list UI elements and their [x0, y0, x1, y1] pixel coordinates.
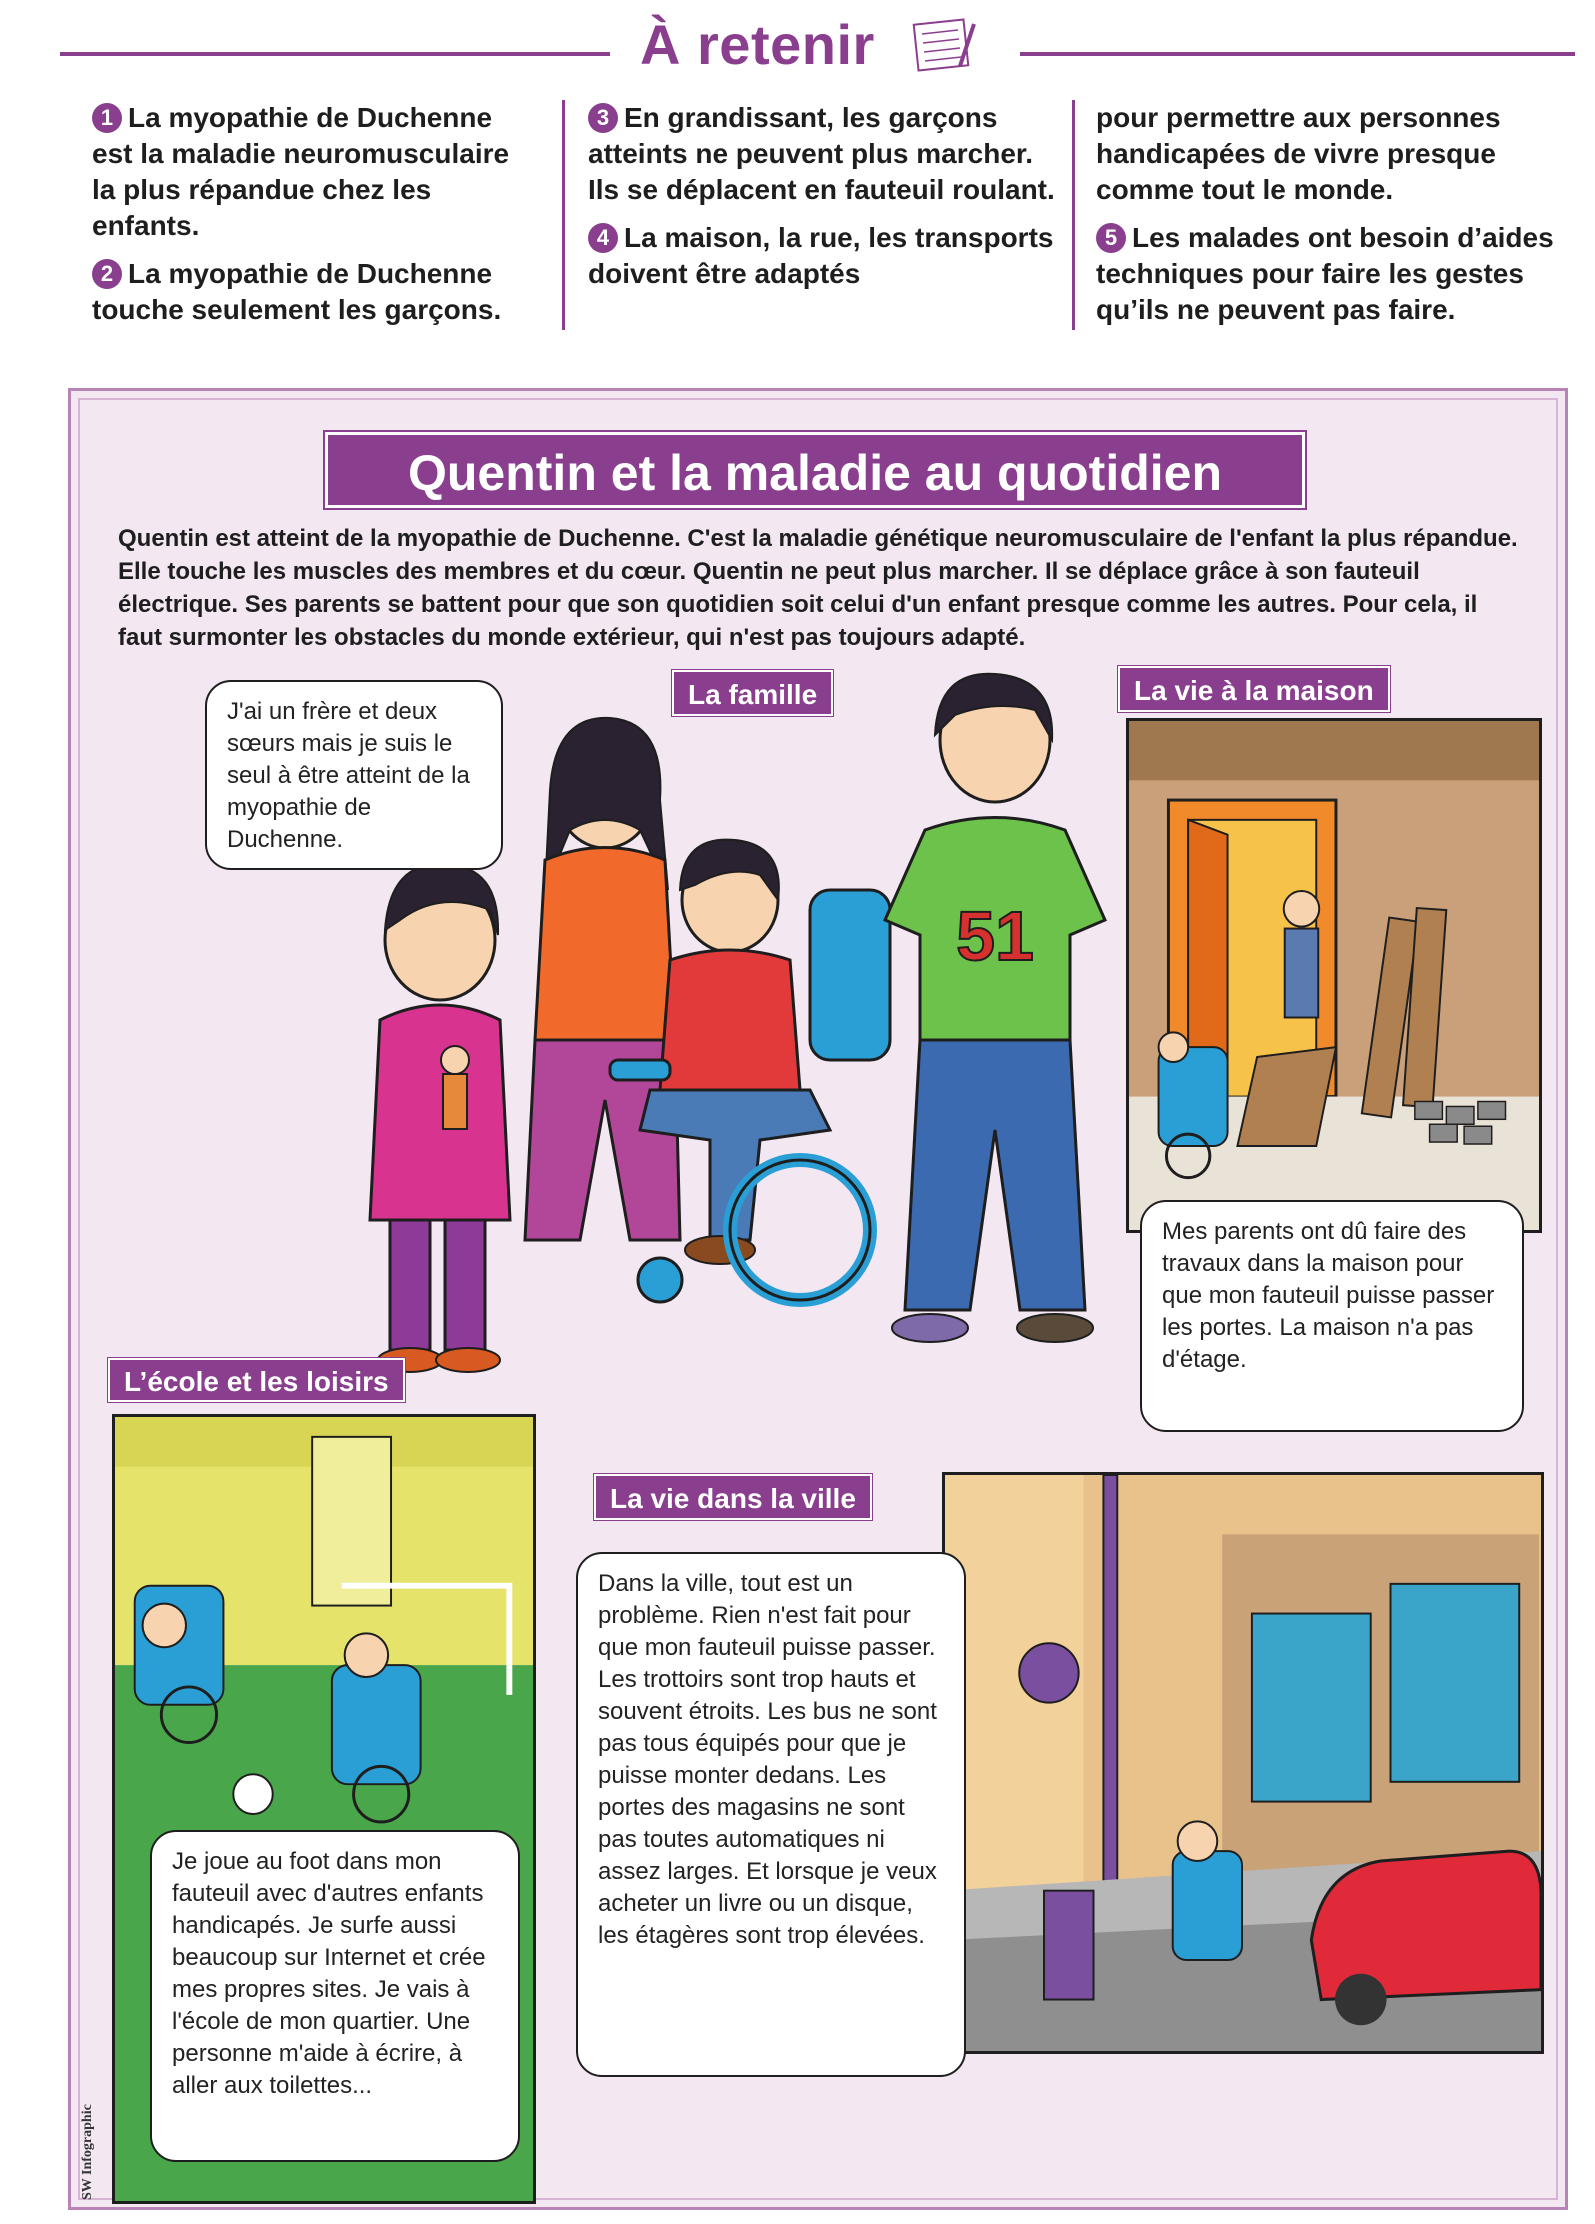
section-label-maison: La vie à la maison	[1118, 666, 1390, 712]
maison-illustration	[1126, 718, 1542, 1233]
retenir-item-1: 1 La myopathie de Duchenne est la maladie neuromusculaire la plus répandue chez les enfants.	[92, 102, 510, 241]
retenir-item-3: 3 En grandissant, les garçons atteints ne peuvent plus marcher. Ils se déplacent en fauteuil roulant.	[588, 102, 1055, 205]
speech-bubble-famille: J'ai un frère et deux sœurs mais je suis le seul à être atteint de la myopathie de Duchenne.	[205, 680, 503, 870]
column-separator	[562, 100, 565, 330]
jersey-number: 51	[956, 897, 1034, 975]
retenir-column-1	[92, 100, 532, 340]
header-title: À retenir	[640, 13, 875, 76]
section-label-ecole: L’école et les loisirs	[108, 1358, 405, 1402]
section-label-ville: La vie dans la ville	[594, 1474, 872, 1520]
intro-paragraph: Quentin est atteint de la myopathie de Duchenne. C'est la maladie génétique neuromusculaire de l'enfant la plus répandue. Elle touche les muscles des membres et du cœur. Quentin ne peut plus marcher. Il se déplace grâce à son fauteuil électrique. Ses parents se battent pour que son quotidien soit celui d'un enfant presque comme les autres. Pour cela, il faut surmonter les obstacles du monde extérieur, qui n'est pas toujours adapté.	[118, 525, 1518, 651]
credit-text: SW Infographic	[80, 2104, 95, 2200]
retenir-item-5: 5 Les malades ont besoin d’aides techniques pour faire les gestes qu’ils ne peuvent pas faire.	[1096, 222, 1554, 325]
infographic-title: Quentin et la maladie au quotidien	[325, 432, 1305, 508]
header-rule-left	[60, 52, 610, 56]
notepad-icon	[910, 16, 980, 76]
retenir-column-2	[588, 100, 1068, 304]
ville-illustration	[942, 1472, 1544, 2054]
header-rule-right	[1020, 52, 1575, 56]
speech-bubble-ecole: Je joue au foot dans mon fauteuil avec d'autres enfants handicapés. Je surfe aussi beaucoup sur Internet et crée mes propres sites. Je vais à l'école de mon quartier. Une personne m'aide à écrire, à aller aux toilettes...	[150, 1830, 520, 2162]
column-separator	[1072, 100, 1075, 330]
retenir-item-4: 4 La maison, la rue, les transports doivent être adaptés	[588, 222, 1054, 289]
retenir-column-3	[1096, 100, 1566, 340]
retenir-item-4-continued: pour permettre aux personnes handicapées de vivre presque comme tout le monde.	[1096, 102, 1501, 205]
speech-bubble-ville: Dans la ville, tout est un problème. Rien n'est fait pour que mon fauteuil puisse passer. Les trottoirs sont trop hauts et souvent étroits. Les bus ne sont pas tous équipés pour que je puisse monter dedans. Les portes des magasins ne sont pas toutes automatiques ni assez larges. Et lorsque je veux acheter un livre ou un disque, les étagères sont trop élevées.	[576, 1552, 966, 2077]
section-label-famille: La famille	[672, 670, 833, 716]
retenir-item-2: 2 La myopathie de Duchenne touche seulement les garçons.	[92, 258, 502, 325]
speech-bubble-maison: Mes parents ont dû faire des travaux dans la maison pour que mon fauteuil puisse passer les portes. La maison n'a pas d'étage.	[1140, 1200, 1524, 1432]
